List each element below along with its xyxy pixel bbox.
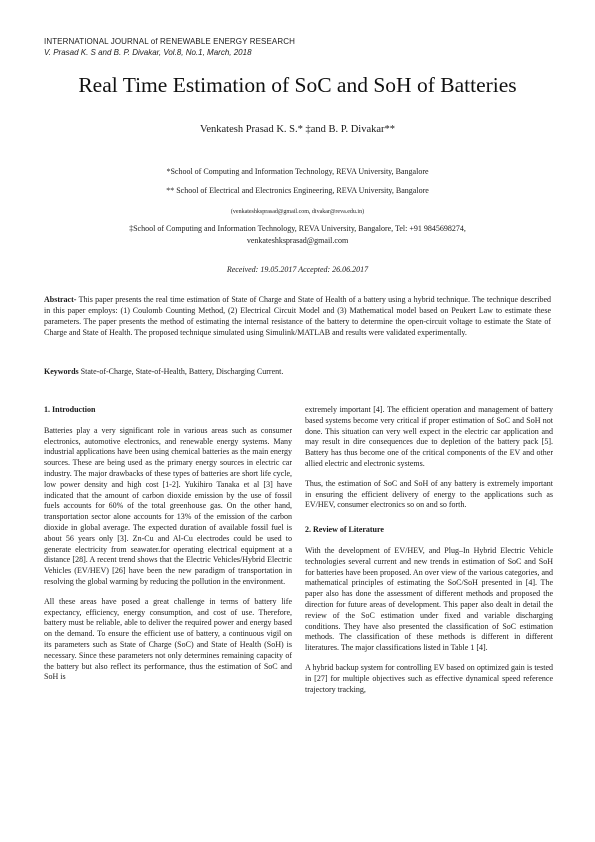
corresponding-address: ‡School of Computing and Information Technology, REVA University, Bangalore, Tel: +91 9845698274, (129, 224, 466, 233)
review-paragraph-1: With the development of EV/HEV, and Plug–In Hybrid Electric Vehicle technologies several current and new trends in estimation of SoC and SoH for batteries have been proposed. An over view of the various categories, and mathematical principles of estimating the SoC/SoH presented in [4]. The paper also has done the assessment of different methods and proposed the direction for future areas of development. This paper also dealt in detail the review of the SoC estimation under fixed and variable discharging conditions. They have also presented the classification of SoC estimation methods. The classification of these methods is different in different literatures. The major classifications listed in Table 1 [4]. (305, 545, 553, 653)
right-column (305, 405, 553, 704)
paper-authors: Venkatesh Prasad K. S.* ‡and B. P. Divakar** (199, 124, 396, 135)
left-column (44, 405, 292, 692)
affiliation-1: *School of Computing and Information Technology, REVA University, Bangalore (166, 167, 429, 176)
journal-name: INTERNATIONAL JOURNAL of RENEWABLE ENERGY RESEARCH (44, 37, 295, 46)
received-accepted-dates: Received: 19.05.2017 Accepted: 26.06.2017 (226, 265, 369, 274)
abstract (44, 294, 551, 338)
corresponding-email: venkateshksprasad@gmail.com (246, 236, 349, 245)
keywords (44, 366, 551, 377)
keywords-label: Keywords (44, 367, 79, 376)
intro-paragraph-2: All these areas have posed a great challenge in terms of battery life expectancy, efficiency, energy consumption, and cost of use. Therefore, battery must be reliable, able to deliver the required power and energy based on the demand. To ensure the efficient use of battery, a continuous vigil on its parameters such as State of Charge (SoC) and State of Health (SoH) is necessary. Since these parameters not only determines remaining capacity of the battery but also reflect its performance, thus the estimation of SoC and SoH is (44, 596, 292, 682)
paper-title: Real Time Estimation of SoC and SoH of Batteries (78, 73, 517, 97)
author-emails: (venkateshksprasad@gmail.com, divakar@reva.edu.in) (230, 209, 365, 215)
intro-paragraph-1: Batteries play a very significant role in various areas such as consumer electronics, automotive electronics, and renewable energy systems. Many industrial applications have been using chemical batteries as the main energy sources. These are being used as the primary energy sources in electric car industry. The major drawbacks of these types of batteries are short life cycle, low power density and high cost [1-2]. Yukihiro Tanaka et al [3] have indicated that the amount of carbon dioxide emission by the use of fossil fuels accounts for 60% of the total greenhouse gas. On the other hand, transportation sector alone accounts for 13% of the emission of the carbon dioxide in global average. The expected duration of available fossil fuel is about 56 years only [3]. Zn-Cu and Al-Cu electrodes could be used to generate electricity from seawater.for operating electrical equipment at a distance [28]. A recent trend shows that the Electric Vehicles/Hybrid Electric Vehicles (EV/HEV) [26] have been the new paradigm of transportation in resolving the global warming by reducing the pollution in the environment. (44, 425, 292, 586)
intro-paragraph-3: extremely important [4]. The efficient operation and management of battery based systems become very critical if proper estimation of SoC and SoH not done. This situation can very well expect in the electric car application and may result in dire consequences due to depletion of the battery pack [5]. Battery has thus become one of the critical components of the EV and other allied electric and electronic systems. (305, 405, 553, 468)
intro-paragraph-4: Thus, the estimation of SoC and SoH of any battery is extremely important in ensuring the efficient delivery of energy to the applications such as EV/HEV, consumer electronics so on and so forth. (305, 478, 553, 510)
abstract-label: Abstract- (44, 295, 77, 304)
section-heading-introduction: 1. Introduction (44, 405, 96, 414)
review-paragraph-2: A hybrid backup system for controlling EV based on optimized gain is tested in [27] for multiple objectives such as effective dynamical speed reference trajectory tracking, (305, 662, 553, 694)
section-heading-review: 2. Review of Literature (305, 525, 384, 535)
journal-citation: V. Prasad K. S and B. P. Divakar, Vol.8, No.1, March, 2018 (44, 48, 252, 57)
affiliation-2: ** School of Electrical and Electronics Engineering, REVA University, Bangalore (166, 186, 429, 195)
abstract-text: This paper presents the real time estimation of State of Charge and State of Health of a battery using a hybrid technique. The technique described in this paper employs: (1) Coulomb Counting Method, (2) Electrical Circuit Model and (3) Mathematical model based on Peukert Law to estimate these parameters. The paper presents the method of estimating the internal resistance of the battery to determine the open-circuit voltage to estimate the State of Charge and State of Health. The proposed technique simulated using Simulink/MATLAB and results were validated experimentally. (44, 295, 551, 337)
keywords-text: State-of-Charge, State-of-Health, Battery, Discharging Current. (78, 367, 284, 376)
